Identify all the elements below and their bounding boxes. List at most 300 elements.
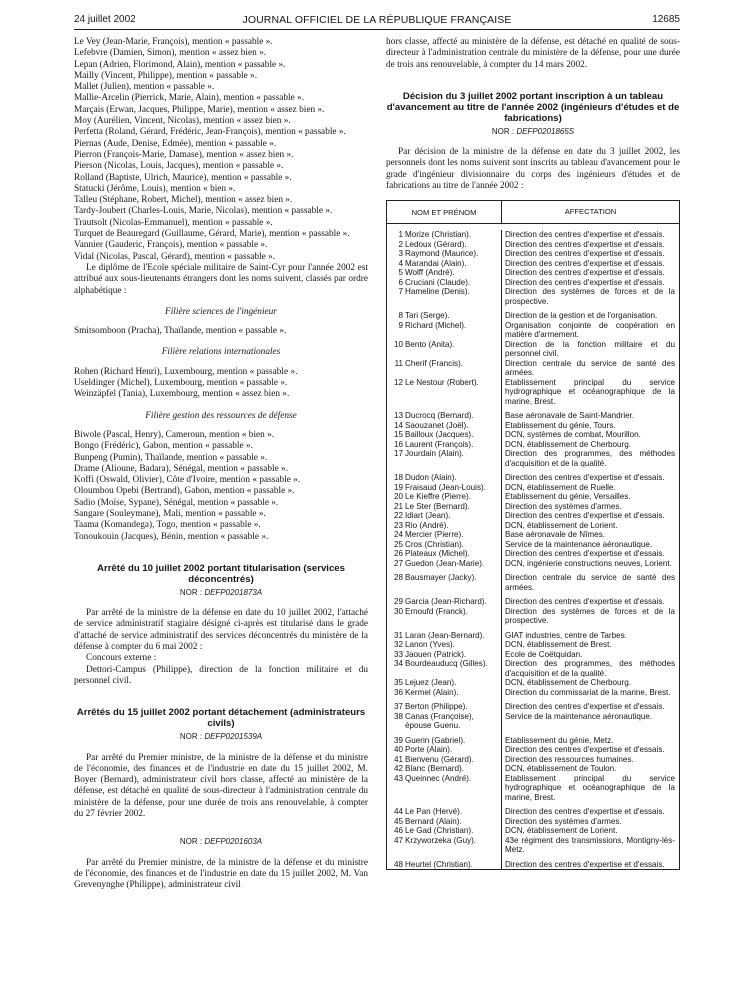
person-cell [387, 230, 501, 240]
affectation-cell: Direction des programmes, des méthodes d'acquisition et de la qualité. [505, 449, 675, 468]
right-column [386, 37, 680, 870]
person-cell [387, 659, 501, 678]
person-cell [387, 764, 501, 774]
filiere-list [74, 326, 368, 337]
person-name: Canas (Françoise), épouse Guenu. [405, 711, 474, 731]
table-row [387, 259, 679, 269]
row-number: 18 [393, 473, 403, 483]
row-number: 31 [393, 630, 403, 640]
row-number: 39 [393, 735, 403, 745]
table-row [387, 240, 679, 250]
page-header [74, 14, 680, 28]
avancement-table [386, 200, 680, 870]
page-number: 12685 [652, 14, 680, 25]
table-row [387, 736, 679, 746]
row-number: 15 [393, 430, 403, 440]
table-row [387, 826, 679, 836]
person-name: Berton (Philippe). [405, 702, 468, 712]
person-name: Heurtel (Christian). [405, 859, 473, 869]
affectation-cell: 43e régiment des transmissions, Montigny-lès-Metz. [505, 835, 675, 855]
list-item: Weinzäpfel (Tania), Luxembourg, mention « assez bien ». [74, 389, 290, 400]
affectation-cell: Etablissement du génie, Metz. [505, 735, 614, 745]
affectation-cell: DCN, établissement de Cherbourg. [505, 678, 631, 688]
list-item: Pierson (Nicolas, Louis, Jacques), mention « passable ». [74, 161, 284, 172]
person-cell [387, 573, 501, 592]
list-item: Taama (Komandega), Togo, mention « passable ». [74, 520, 261, 531]
titularise-name: Dettori-Campus (Philippe), direction de la fonction militaire et du personnel civil. [74, 664, 368, 686]
affectation-cell: Direction des centres d'expertise et d'essais. [505, 268, 665, 278]
filiere-title: Filière relations internationales [161, 347, 281, 358]
person-cell [387, 688, 501, 698]
filiere-list [74, 367, 368, 401]
person-cell [387, 340, 501, 359]
affectation-cell: Etablissement principal du service hydrographique et océanographique de la marine, Brest. [505, 377, 675, 406]
row-number: 6 [398, 277, 403, 287]
person-cell [387, 378, 501, 407]
table-row [387, 640, 679, 650]
row-number: 22 [393, 511, 403, 521]
person-name: Cros (Christian). [405, 539, 464, 549]
nor-reference: NOR : DEFP0201539A [179, 732, 263, 742]
affectation-cell: Direction de la fonction militaire et du personnel civil. [505, 339, 675, 359]
affectation-cell: Direction des centres d'expertise et d'essais. [505, 277, 665, 287]
table-row [387, 836, 679, 855]
table-row [387, 359, 679, 378]
list-item: Mailly (Vincent, Philippe), mention « passable ». [74, 70, 258, 81]
row-number: 19 [393, 482, 403, 492]
row-number: 16 [393, 439, 403, 449]
row-number: 17 [393, 449, 403, 459]
row-number: 7 [398, 287, 403, 297]
table-row [387, 502, 679, 512]
table-row [387, 807, 679, 817]
person-cell [387, 268, 501, 278]
affectation-cell: Etablissement du génie, Tours. [505, 420, 616, 430]
list-item: Marçais (Erwan, Jacques, Philippe, Marie), mention « assez bien ». [74, 104, 325, 115]
person-name: Le Kieffre (Pierre). [405, 492, 471, 502]
person-cell [387, 440, 501, 450]
affectation-cell: GIAT industries, centre de Tarbes. [505, 630, 627, 640]
row-number: 24 [393, 530, 403, 540]
table-row [387, 540, 679, 550]
person-name: Hameline (Denis). [405, 287, 470, 297]
row-number: 4 [398, 258, 403, 268]
nor-reference: NOR : DEFP0201865S [491, 126, 575, 136]
table-row [387, 530, 679, 540]
person-cell [387, 321, 501, 340]
affectation-cell: DCN, établissement de Toulon. [505, 764, 617, 774]
affectation-cell: DCN, systèmes de combat, Mourillon. [505, 430, 641, 440]
table-row [387, 421, 679, 431]
row-number: 20 [393, 492, 403, 502]
person-cell [387, 650, 501, 660]
list-item: Pierron (François-Marie, Damase), mention « assez bien ». [74, 149, 294, 160]
person-cell [387, 240, 501, 250]
arrete-paragraph: Par arrêté de la ministre de la défense en date du 10 juillet 2002, l'attaché de service administratif stagiaire désigné ci-après est titularisé dans le grade d'attaché de service administratif des services déconcentrés du ministère de la défense à compter du 6 mai 2002 : [74, 608, 368, 653]
affectation-cell: Direction des centres d'expertise et d'essais. [505, 511, 665, 521]
arrete-title: Arrêté du 10 juillet 2002 portant titularisation (services déconcentrés) [97, 562, 345, 585]
person-name: Jaouen (Patrick). [405, 649, 467, 659]
row-number: 11 [394, 358, 403, 368]
row-number: 34 [393, 659, 403, 669]
row-number: 25 [393, 539, 403, 549]
table-row [387, 378, 679, 407]
list-item: Vidal (Nicolas, Pascal, Gérard), mention « passable ». [74, 251, 276, 262]
person-cell [387, 359, 501, 378]
table-row [387, 817, 679, 827]
affectation-cell: Direction des ressources humaines. [505, 754, 634, 764]
list-item: Moy (Aurélien, Vincent, Nicolas), mention « assez bien ». [74, 116, 291, 127]
mention-list [74, 37, 368, 263]
person-name: Le Ster (Bernard). [405, 501, 470, 511]
person-cell [387, 807, 501, 817]
person-name: Morize (Christian). [405, 230, 472, 240]
row-number: 43 [393, 773, 403, 783]
affectation-cell: Direction centrale du service de santé des armées. [505, 358, 675, 378]
table-header [387, 201, 679, 224]
person-name: Richard (Michel). [405, 320, 467, 330]
list-item: Mallet (Julien), mention « passable ». [74, 82, 215, 93]
table-row [387, 678, 679, 688]
row-number: 12 [393, 377, 403, 387]
table-row [387, 688, 679, 698]
list-item: Sadio (Moïse, Sypane), Sénégal, mention « passable ». [74, 497, 279, 508]
table-body [387, 230, 679, 869]
decision-title: Décision du 3 juillet 2002 portant inscription à un tableau d'avancement au titre de l'année 2002 (ingénieurs d'études et de fabrications) [386, 90, 680, 124]
table-row [387, 430, 679, 440]
table-row [387, 573, 679, 592]
nor-reference: NOR : DEFP0201873A [179, 587, 263, 597]
affectation-cell: Direction du commissariat de la marine, Brest. [505, 687, 671, 697]
person-name: Krzyworzeka (Guy). [405, 835, 477, 845]
row-number: 44 [393, 807, 403, 817]
list-item: Useldinger (Michel), Luxembourg, mention « passable ». [74, 378, 288, 389]
person-name: Le Gad (Christian). [405, 826, 474, 836]
person-cell [387, 597, 501, 607]
table-row [387, 483, 679, 493]
list-item: Sangare (Souleymane), Mali, mention « passable ». [74, 508, 266, 519]
decision-paragraph: Par décision de la ministre de la défense en date du 3 juillet 2002, les personnels dont les noms suivent sont inscrits au tableau d'avancement pour le grade d'ingénieur divisionnaire du corps des ingénieurs d'études et de fabrications au titre de l'année 2002 : [386, 147, 680, 192]
table-row [387, 521, 679, 531]
person-name: Plateaux (Michel). [405, 549, 470, 559]
person-name: Guerin (Gabriel). [405, 735, 466, 745]
list-item: Statucki (Jérôme, Louis), mention « bien ». [74, 183, 236, 194]
person-name: Lanon (Yves). [405, 640, 455, 650]
person-cell [387, 411, 501, 421]
list-item: Rohen (Richard Henri), Luxembourg, mention « passable ». [74, 366, 298, 377]
person-cell [387, 430, 501, 440]
affectation-cell: Organisation conjointe de coopération en matière d'armement. [505, 320, 675, 340]
row-number: 27 [393, 558, 403, 568]
person-cell [387, 483, 501, 493]
filiere-title: Filière gestion des ressources de défense [145, 410, 297, 421]
person-cell [387, 287, 501, 306]
person-name: Bailloux (Jacques). [405, 430, 474, 440]
table-row [387, 340, 679, 359]
affectation-cell: Direction des centres d'expertise et d'essais. [505, 807, 665, 817]
person-cell [387, 860, 501, 870]
list-item: Lefebvre (Damien, Simon), mention « assez bien ». [74, 48, 267, 59]
table-row [387, 631, 679, 641]
person-cell [387, 755, 501, 765]
person-cell [387, 640, 501, 650]
row-number: 3 [398, 249, 403, 259]
person-name: Ernoufd (Franck). [405, 606, 468, 616]
row-number: 42 [393, 764, 403, 774]
person-cell [387, 736, 501, 746]
list-item: Mallie-Arcelin (Pierrick, Marie, Alain), mention « passable ». [74, 93, 305, 104]
row-number: 10 [393, 339, 403, 349]
affectation-cell: DCN, établissement de Brest. [505, 640, 612, 650]
person-cell [387, 521, 501, 531]
list-item: Bunpeng (Pumin), Thaïlande, mention « passable ». [74, 452, 268, 463]
person-cell [387, 278, 501, 288]
table-row [387, 597, 679, 607]
list-item: Rolland (Baptiste, Ulrich, Maurice), mention « passable ». [74, 172, 292, 183]
row-number: 1 [398, 230, 403, 240]
person-name: Bento (Anita). [405, 339, 455, 349]
row-number: 33 [393, 649, 403, 659]
row-number: 37 [393, 702, 403, 712]
person-name: Blanc (Bernard). [405, 764, 464, 774]
row-number: 47 [393, 835, 403, 845]
person-cell [387, 421, 501, 431]
table-row [387, 449, 679, 468]
person-name: Bausmayer (Jacky). [405, 573, 477, 583]
person-cell [387, 678, 501, 688]
table-row [387, 440, 679, 450]
person-cell [387, 817, 501, 827]
person-name: Raymond (Maurice). [405, 249, 479, 259]
person-cell [387, 745, 501, 755]
person-name: Cherif (Francis). [405, 358, 464, 368]
table-row [387, 650, 679, 660]
person-cell [387, 492, 501, 502]
affectation-cell: DCN, établissement de Ruelle. [505, 482, 616, 492]
table-row [387, 559, 679, 569]
person-name: Laurent (François). [405, 439, 474, 449]
affectation-cell: Direction des systèmes de forces et de la prospective. [505, 287, 675, 306]
person-cell [387, 774, 501, 803]
list-item: Le Vey (Jean-Marie, François), mention « passable ». [74, 37, 273, 47]
person-name: Wolff (André). [405, 268, 455, 278]
nor-reference: NOR : DEFP0201603A [179, 837, 263, 847]
table-row [387, 411, 679, 421]
row-number: 36 [393, 687, 403, 697]
affectation-cell: Direction des centres d'expertise et d'essais. [505, 230, 665, 240]
person-cell [387, 530, 501, 540]
person-name: Lejuez (Jean). [405, 678, 457, 688]
person-cell [387, 249, 501, 259]
affectation-cell: Direction centrale du service de santé des armées. [505, 573, 675, 592]
person-name: Bourdeauducq (Gilles). [405, 659, 488, 669]
table-row [387, 774, 679, 803]
row-number: 2 [398, 239, 403, 249]
person-name: Idiart (Jean). [405, 511, 451, 521]
affectation-cell: Base aéronavale de Nîmes. [505, 530, 605, 540]
continued-paragraph: hors classe, affecté au ministère de la défense, est détaché en qualité de sous-directeur à l'administration centrale du ministère de la défense, pour une durée de trois ans renouvelable, à compter du 14 mars 2002. [386, 37, 680, 70]
person-name: Ledoux (Gérard). [405, 239, 467, 249]
row-number: 29 [393, 597, 403, 607]
list-item: Piernas (Aude, Denise, Edmée), mention « passable ». [74, 138, 277, 149]
person-cell [387, 631, 501, 641]
person-name: Le Pan (Hervé). [405, 807, 463, 817]
affectation-cell: Etablissement principal du service hydrographique et océanographique de la marine, Brest. [505, 773, 675, 802]
table-row [387, 549, 679, 559]
column-header-name: NOM ET PRÉNOM [411, 207, 477, 217]
table-row [387, 659, 679, 678]
row-number: 40 [393, 745, 403, 755]
person-name: Garcia (Jean-Richard). [405, 597, 487, 607]
person-name: Bienvenu (Gérard). [405, 754, 474, 764]
table-row [387, 712, 679, 731]
person-name: Cruciani (Claude). [405, 277, 471, 287]
filiere-title: Filière sciences de l'ingénieur [165, 306, 277, 317]
list-item: Biwole (Pascal, Henry), Cameroun, mention « bien ». [74, 429, 275, 440]
affectation-cell: DCN, établissement de Lorient. [505, 520, 618, 530]
affectation-cell: Direction des centres d'expertise et d'essais. [505, 249, 665, 259]
list-item: Vannier (Gauderic, François), mention « passable ». [74, 240, 268, 251]
affectation-cell: Direction des centres d'expertise et d'essais. [505, 597, 665, 607]
affectation-cell: Direction des centres d'expertise et d'essais. [505, 258, 665, 268]
person-name: Laran (Jean-Bernard). [405, 630, 485, 640]
list-item: Turquet de Beauregard (Guillaume, Gérard, Marie), mention « passable ». [74, 229, 350, 240]
person-cell [387, 473, 501, 483]
affectation-cell: Direction des centres d'expertise et d'essais. [505, 239, 665, 249]
row-number: 26 [393, 549, 403, 559]
filiere-list [74, 430, 368, 543]
row-number: 45 [393, 816, 403, 826]
row-number: 28 [393, 573, 403, 583]
list-item: Lepan (Adrien, Florimond, Alain), mention « passable ». [74, 59, 286, 70]
affectation-cell: Service de la maintenance aéronautique. [505, 711, 653, 721]
table-row [387, 278, 679, 288]
person-name: Le Nestour (Robert). [405, 377, 479, 387]
person-name: Rio (André). [405, 520, 449, 530]
affectation-cell: DCN, établissement de Cherbourg. [505, 439, 631, 449]
header-date: 24 juillet 2002 [74, 14, 136, 25]
person-cell [387, 259, 501, 269]
affectation-cell: Direction des programmes, des méthodes d'acquisition et de la qualité. [505, 659, 675, 678]
person-cell [387, 836, 501, 855]
row-number: 32 [393, 640, 403, 650]
row-number: 9 [398, 320, 403, 330]
affectation-cell: DCN, établissement de Lorient. [505, 826, 618, 836]
list-item: Tonoukouin (Jacques), Bénin, mention « passable ». [74, 531, 269, 542]
affectation-cell: Etablissement du génie, Versailles. [505, 492, 631, 502]
affectation-cell: Direction des centres d'expertise et d'essais. [505, 549, 665, 559]
table-row [387, 764, 679, 774]
person-cell [387, 502, 501, 512]
person-cell [387, 559, 501, 569]
list-item: Talleu (Stéphane, Robert, Michel), mention « assez bien ». [74, 195, 293, 206]
person-cell [387, 540, 501, 550]
row-number: 46 [393, 826, 403, 836]
table-row [387, 860, 679, 870]
person-name: Fraisaud (Jean-Louis). [405, 482, 486, 492]
person-cell [387, 712, 501, 731]
table-row [387, 287, 679, 306]
person-name: Tari (Serge). [405, 311, 450, 321]
list-item: Oloumbou Opebi (Bertrand), Gabon, mention « passable ». [74, 486, 295, 497]
column-header-affectation: AFFECTATION [501, 201, 679, 223]
row-number: 48 [393, 859, 403, 869]
person-name: Kermel (Alain). [405, 687, 459, 697]
person-name: Dudon (Alain). [405, 473, 457, 483]
arrete-title: Arrêtés du 15 juillet 2002 portant détachement (administrateurs civils) [76, 707, 366, 730]
person-cell [387, 449, 501, 468]
person-name: Porte (Alain). [405, 745, 453, 755]
left-column [74, 37, 368, 892]
row-number: 13 [393, 411, 403, 421]
list-item: Trautsolt (Nicolas-Emmanuel), mention « passable ». [74, 217, 273, 228]
table-row [387, 249, 679, 259]
person-name: Queinnec (André). [405, 773, 472, 783]
affectation-cell: Service de la maintenance aéronautique. [505, 539, 653, 549]
list-item: Bongo (Frédéric), Gabon, mention « passable ». [74, 441, 253, 452]
person-cell [387, 607, 501, 626]
person-cell [387, 511, 501, 521]
person-name: Ducrocq (Bernard). [405, 411, 474, 421]
row-number: 30 [393, 606, 403, 616]
table-row [387, 311, 679, 321]
person-name: Bernard (Alain). [405, 816, 462, 826]
table-row [387, 745, 679, 755]
row-number: 21 [393, 501, 403, 511]
affectation-cell: Direction des systèmes de forces et de la prospective. [505, 606, 675, 626]
person-cell [387, 826, 501, 836]
person-cell [387, 549, 501, 559]
affectation-cell: Direction des centres d'expertise et d'essais. [505, 473, 665, 483]
list-item: Perfetta (Roland, Gérard, Frédéric, Jean-François), mention « passable ». [74, 127, 346, 138]
row-number: 41 [393, 754, 403, 764]
list-item: Drame (Alioune, Badara), Sénégal, mention « passable ». [74, 463, 289, 474]
arrete-paragraph: Par arrêté du Premier ministre, de la ministre de la défense et du ministre de l'économie, des finances et de l'industrie en date du 15 juillet 2002, M. Van Grevenynghe (Philippe), administrateur civil [74, 857, 368, 891]
table-row [387, 321, 679, 340]
affectation-cell: Base aéronavale de Saint-Mandrier. [505, 411, 635, 421]
table-row [387, 473, 679, 483]
table-row [387, 511, 679, 521]
table-row [387, 702, 679, 712]
table-row [387, 607, 679, 626]
list-item: Tardy-Joubert (Charles-Louis, Marie, Nicolas), mention « passable ». [74, 206, 333, 217]
list-item: Koffi (Oswald, Olivier), Côte d'Ivoire, mention « passable ». [74, 475, 301, 486]
person-name: Saouzanet (Joël). [405, 420, 469, 430]
affectation-cell: Direction des centres d'expertise et d'essais. [505, 702, 665, 712]
table-row [387, 268, 679, 278]
diplome-paragraph: Le diplôme de l'Ecole spéciale militaire de Saint-Cyr pour l'année 2002 est attribué aux sous-lieutenants étrangers dont les noms suivent, classés par ordre alphabétique : [74, 262, 368, 296]
person-name: Marandai (Alain). [405, 258, 467, 268]
row-number: 14 [393, 420, 403, 430]
list-item: Smitsomboon (Pracha), Thaïlande, mention « passable ». [74, 326, 287, 337]
affectation-cell: Direction de la gestion et de l'organisation. [505, 311, 658, 321]
person-cell [387, 702, 501, 712]
row-number: 8 [398, 311, 403, 321]
header-rule [74, 29, 680, 30]
affectation-cell: Direction des centres d'expertise et d'essais. [505, 859, 665, 869]
person-name: Jourdain (Alain). [405, 449, 464, 459]
affectation-cell: Direction des systèmes d'armes. [505, 816, 622, 826]
concours-label: Concours externe : [86, 653, 157, 664]
row-number: 35 [393, 678, 403, 688]
table-row [387, 755, 679, 765]
row-number: 38 [393, 711, 403, 721]
person-name: Mercier (Pierre). [405, 530, 464, 540]
table-row [387, 492, 679, 502]
affectation-cell: Direction des systèmes d'armes. [505, 501, 622, 511]
person-cell [387, 311, 501, 321]
table-row [387, 230, 679, 240]
